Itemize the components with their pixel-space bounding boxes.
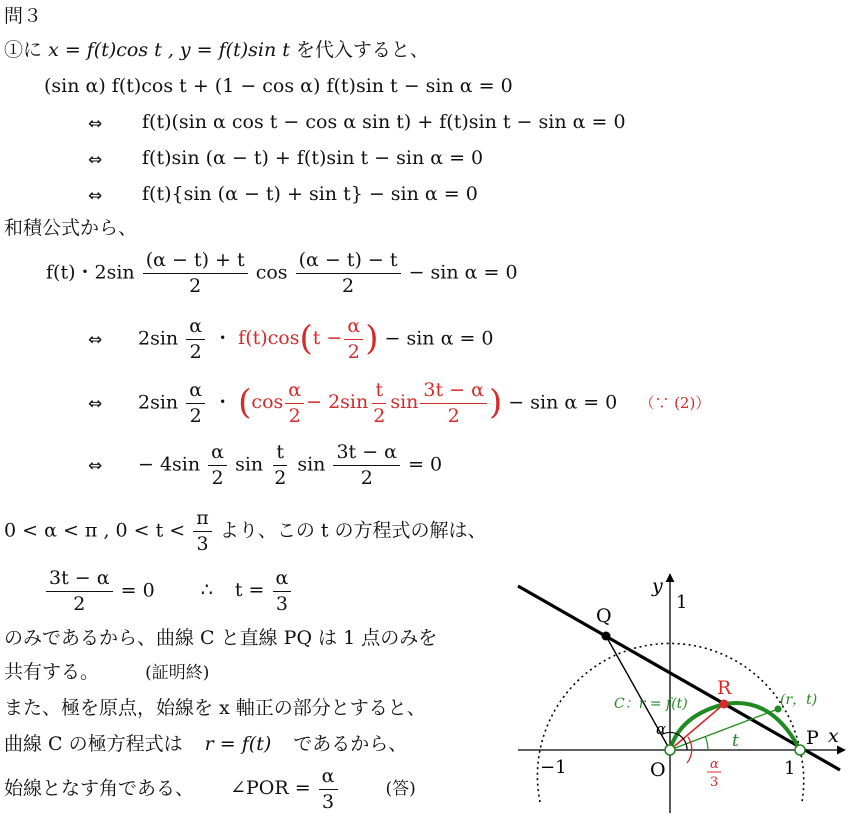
point-q-label: Q — [596, 605, 612, 627]
red-expression: (cos $\frac{\alpha}{2}$ − 2sin $\frac{t}{2}$ sin $\frac{3t - \alpha}{2}$ ) — [238, 379, 503, 427]
point-r — [720, 700, 729, 709]
equation-3: f(t)sin (α − t) + f(t)sin t − sin α = 0 — [142, 147, 484, 169]
point-p-label: P — [806, 727, 819, 749]
point-r-label: R — [717, 677, 732, 699]
reason-note: （∵ (2)） — [639, 394, 711, 413]
origin-label: O — [650, 759, 666, 781]
x-one-label: 1 — [784, 758, 796, 779]
fraction: $\frac{\alpha}{2}$ — [186, 316, 205, 363]
curve-c-label: C：r = f(t) — [614, 696, 688, 712]
eq5-part: − sin α = 0 — [408, 261, 518, 284]
share-text: 共有する。 — [4, 661, 100, 683]
angle-line — [4, 766, 416, 813]
eq5-part: f(t)・2sin — [46, 261, 135, 284]
eq6-part: − sin α = 0 — [384, 327, 494, 350]
subst-suffix: を代入すると、 — [295, 39, 429, 61]
y-one-label: 1 — [676, 592, 688, 613]
range-line — [4, 508, 487, 555]
point-p — [795, 745, 805, 755]
range-text: 0 < α < π , 0 < t < — [4, 519, 186, 542]
polar-figure — [510, 570, 853, 816]
eq7-part: − sin α = 0 — [508, 391, 618, 414]
answer-mark: (答) — [385, 779, 416, 800]
fraction: $\frac{\pi}{3}$ — [193, 508, 212, 555]
alpha3-denominator: 3 — [710, 775, 719, 790]
iff-symbol: ⇔ — [88, 186, 103, 206]
solution-t: t = — [234, 579, 265, 602]
dot: ・ — [213, 327, 233, 350]
eq8-part: − 4sin — [138, 453, 201, 476]
share-line — [4, 662, 209, 684]
polar-text-1: また、極を原点，始線を x 軸正の部分とすると、 — [4, 697, 426, 719]
therefore-symbol: ∴ — [200, 579, 213, 602]
alpha3-numerator: α — [710, 757, 719, 772]
angle-text: 始線となす角である、 — [4, 777, 195, 800]
eq7-part: 2sin — [138, 391, 179, 414]
eq8-part: = 0 — [408, 453, 443, 476]
equation-4: f(t){sin (α − t) + sin t} − sin α = 0 — [142, 183, 478, 205]
point-q — [602, 632, 611, 641]
polar-text-2 — [4, 734, 407, 756]
alpha-label: α — [656, 720, 667, 738]
fraction: $\frac{\alpha}{2}$ — [186, 380, 205, 427]
fraction: $\frac{(\alpha - t) + t}{2}$ — [143, 250, 248, 297]
eq8-part: sin — [297, 453, 326, 476]
fraction: $\frac{\alpha}{3}$ — [273, 568, 292, 615]
neg-one-label: −1 — [540, 757, 567, 778]
solution-line — [44, 568, 293, 615]
fraction: $\frac{t}{2}$ — [274, 441, 287, 489]
iff-symbol: ⇔ — [88, 330, 103, 350]
y-axis-label: y — [652, 575, 663, 597]
equation-5 — [46, 250, 518, 297]
eq6-part: 2sin — [138, 327, 179, 350]
eq5-part: cos — [255, 261, 288, 284]
substitution-line — [4, 40, 429, 62]
iff-symbol: ⇔ — [88, 150, 103, 170]
fraction: $\frac{\alpha}{2}$ — [208, 442, 227, 489]
sum-to-product-text: 和積公式から、 — [4, 217, 138, 239]
polar-text: であるから、 — [293, 733, 408, 755]
t-arc — [705, 736, 708, 750]
eq8-part: sin — [235, 453, 264, 476]
fraction: $\frac{(\alpha - t) - t}{2}$ — [296, 250, 401, 297]
conclusion-text: のみであるから、曲線 C と直線 PQ は 1 点のみを — [4, 627, 438, 649]
equation-2: f(t)(sin α cos t − cos α sin t) + f(t)sin t − sin α = 0 — [142, 111, 626, 133]
fraction: $\frac{3t - \alpha}{2}$ — [333, 442, 400, 489]
polar-equation: r = f(t) — [204, 733, 272, 755]
angle-expr: ∠POR = — [230, 777, 311, 800]
iff-symbol: ⇔ — [88, 456, 103, 476]
dot: ・ — [213, 391, 233, 414]
equation-6 — [138, 316, 494, 363]
unit-circle-arc-right — [800, 750, 804, 802]
point-o — [665, 745, 675, 755]
polar-text: 曲線 C の極方程式は — [4, 733, 183, 755]
fraction: $\frac{3t - \alpha}{2}$ — [46, 568, 113, 615]
equation-8 — [138, 442, 442, 489]
fraction: $\frac{\alpha}{3}$ — [319, 766, 338, 813]
iff-symbol: ⇔ — [88, 394, 103, 414]
iff-symbol: ⇔ — [88, 114, 103, 134]
subst-expr: x = f(t)cos t , y = f(t)sin t — [48, 39, 290, 61]
unit-circle-arc — [537, 643, 800, 802]
qed-mark: (証明終) — [145, 663, 210, 683]
equation-7 — [138, 380, 710, 427]
t-label: t — [732, 731, 739, 751]
rt-label: (r，t) — [780, 692, 818, 708]
equation-1: (sin α) f(t)cos t + (1 − cos α) f(t)sin t − sin α = 0 — [44, 75, 513, 97]
x-axis-label: x — [828, 725, 839, 747]
problem-heading: 問３ — [4, 5, 43, 27]
subst-prefix: ①に — [4, 39, 43, 61]
red-expression: f(t)cos(t − $\frac{\alpha}{2}$ ) — [238, 315, 379, 363]
solution-eq: = 0 — [120, 579, 155, 602]
range-text: より、この t の方程式の解は、 — [219, 519, 487, 542]
